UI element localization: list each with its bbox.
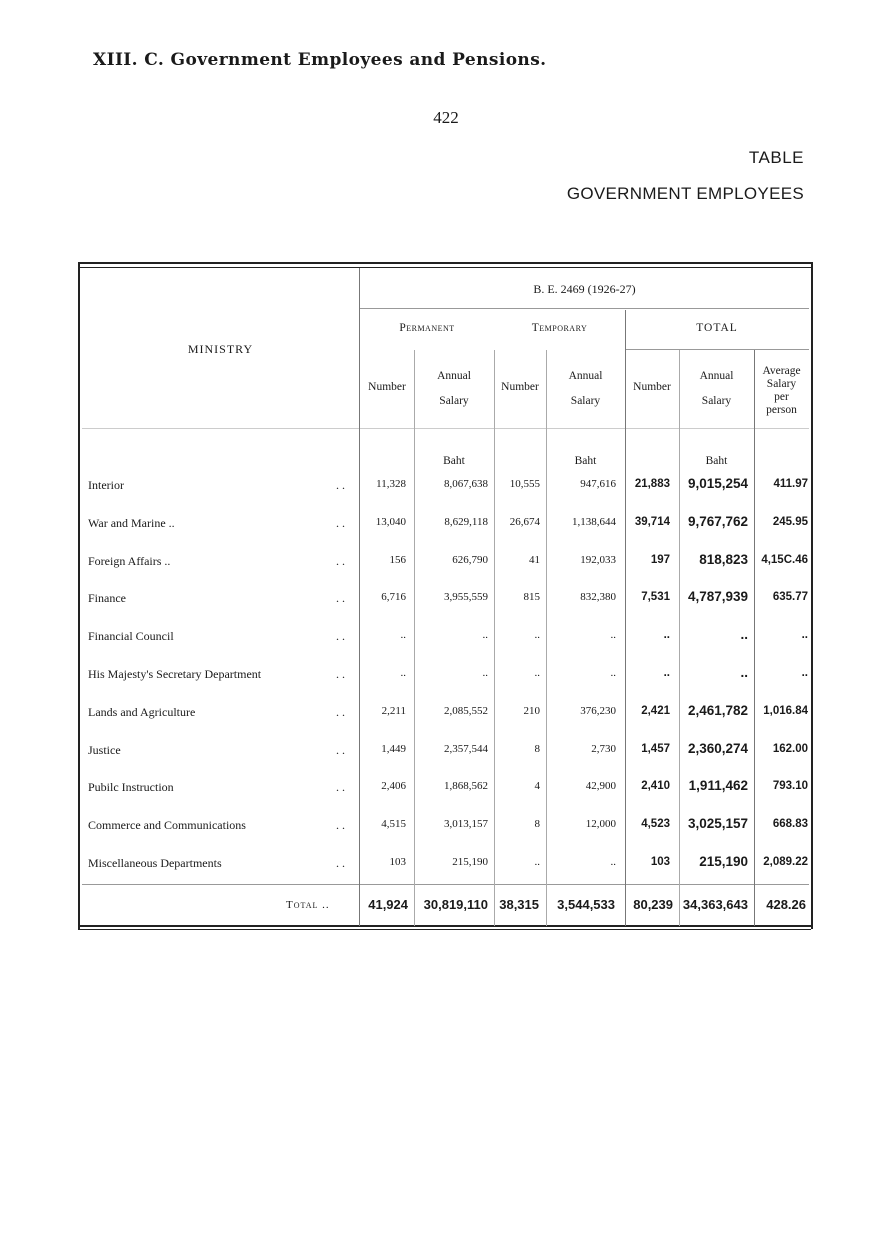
leader-dots: . . bbox=[336, 629, 345, 643]
cell-t-salary: 947,616 bbox=[580, 478, 616, 490]
temporary-header: Temporary bbox=[531, 322, 588, 334]
cell-average: 2,089.22 bbox=[763, 856, 808, 868]
table-bottom-rule bbox=[78, 925, 811, 927]
row-ministry-label: Commerce and Communications bbox=[88, 818, 246, 832]
total-row-label: Total .. bbox=[286, 899, 330, 911]
cell-t-salary: 376,230 bbox=[580, 705, 616, 717]
cell-t-number: 8 bbox=[534, 818, 540, 830]
cell-t-number: .. bbox=[534, 667, 540, 679]
t-number-header: Number bbox=[501, 381, 539, 393]
average-header-line-4: person bbox=[766, 404, 797, 416]
leader-dots: . . bbox=[336, 667, 345, 681]
cell-p-salary: 2,357,544 bbox=[444, 743, 488, 755]
cell-t-salary: .. bbox=[610, 856, 616, 868]
total-t-salary: 3,544,533 bbox=[557, 897, 615, 912]
table-top-rule-thin bbox=[78, 267, 811, 268]
cell-total-number: 2,410 bbox=[641, 780, 670, 792]
cell-p-salary: 1,868,562 bbox=[444, 780, 488, 792]
cell-p-number: 2,211 bbox=[381, 705, 406, 717]
table-label: TABLE bbox=[748, 148, 804, 167]
cell-p-salary: 8,067,638 bbox=[444, 478, 488, 490]
t-salary-header: Salary bbox=[570, 395, 601, 407]
permanent-header: Permanent bbox=[399, 322, 455, 334]
cell-t-salary: 192,033 bbox=[580, 554, 616, 566]
header-divider-main bbox=[82, 428, 809, 429]
cell-t-number: .. bbox=[534, 856, 540, 868]
cell-total-number: 7,531 bbox=[641, 591, 670, 603]
cell-average: .. bbox=[801, 667, 808, 679]
section-title: XIII. C. Government Employees and Pensions. bbox=[93, 50, 547, 70]
leader-dots: . . bbox=[336, 743, 345, 757]
cell-p-salary: 626,790 bbox=[452, 554, 488, 566]
cell-total-number: .. bbox=[663, 667, 670, 679]
cell-p-number: 13,040 bbox=[375, 516, 406, 528]
cell-p-number: .. bbox=[400, 629, 406, 641]
average-header-line-1: Average bbox=[762, 365, 801, 377]
cell-total-salary: 818,823 bbox=[699, 552, 748, 567]
cell-total-number: 2,421 bbox=[641, 705, 670, 717]
leader-dots: . . bbox=[336, 516, 345, 530]
cell-t-number: 210 bbox=[523, 705, 540, 717]
row-ministry-label: Foreign Affairs .. bbox=[88, 554, 171, 568]
cell-total-salary: .. bbox=[740, 665, 748, 680]
cell-average: 668.83 bbox=[772, 818, 808, 830]
cell-t-number: .. bbox=[534, 629, 540, 641]
row-ministry-label: Pubilc Instruction bbox=[88, 780, 174, 794]
cell-average: 4,15C.46 bbox=[761, 554, 808, 566]
row-ministry-label: Justice bbox=[88, 743, 121, 757]
cell-t-number: 8 bbox=[534, 743, 540, 755]
cell-p-number: 156 bbox=[389, 554, 406, 566]
table-bottom-rule-thin bbox=[78, 929, 811, 930]
total-annual-header: Annual bbox=[699, 370, 734, 382]
total-p-number: 41,924 bbox=[368, 897, 408, 912]
period-header: B. E. 2469 (1926-27) bbox=[533, 282, 636, 296]
cell-p-salary: 3,955,559 bbox=[444, 591, 488, 603]
t-annual-header: Annual bbox=[568, 370, 603, 382]
leader-dots: . . bbox=[336, 780, 345, 794]
table-top-rule bbox=[78, 262, 811, 264]
cell-total-number: 21,883 bbox=[634, 478, 670, 490]
cell-total-salary: 9,767,762 bbox=[687, 514, 748, 529]
p-annual-header: Annual bbox=[437, 370, 471, 382]
cell-p-number: 1,449 bbox=[381, 743, 406, 755]
leader-dots: . . bbox=[336, 554, 345, 568]
cell-t-salary: 12,000 bbox=[585, 818, 616, 830]
total-p-salary: 30,819,110 bbox=[423, 897, 488, 912]
total-divider bbox=[82, 884, 809, 885]
cell-p-salary: .. bbox=[482, 667, 488, 679]
row-ministry-label: Interior bbox=[88, 478, 124, 492]
cell-total-number: 1,457 bbox=[641, 743, 670, 755]
cell-p-number: 6,716 bbox=[381, 591, 406, 603]
cell-t-number: 4 bbox=[534, 780, 540, 792]
cell-average: 411.97 bbox=[773, 478, 808, 490]
total-salary-unit: Baht bbox=[705, 455, 728, 467]
cell-p-number: .. bbox=[400, 667, 406, 679]
leader-dots: . . bbox=[336, 818, 345, 832]
row-ministry-label: His Majesty's Secretary Department bbox=[88, 667, 262, 681]
cell-t-salary: .. bbox=[610, 629, 616, 641]
cell-t-salary: 2,730 bbox=[591, 743, 616, 755]
cell-total-salary: 215,190 bbox=[699, 854, 748, 869]
cell-p-number: 103 bbox=[389, 856, 406, 868]
cell-total-number: .. bbox=[663, 629, 670, 641]
row-ministry-label: Miscellaneous Departments bbox=[88, 856, 222, 870]
t-salary-unit: Baht bbox=[574, 455, 597, 467]
cell-total-salary: 1,911,462 bbox=[688, 778, 748, 793]
total-header: TOTAL bbox=[696, 322, 738, 334]
cell-average: 1,016.84 bbox=[763, 705, 808, 717]
leader-dots: . . bbox=[336, 591, 345, 605]
average-header-line-2: Salary bbox=[766, 378, 797, 390]
cell-t-salary: 832,380 bbox=[580, 591, 616, 603]
p-salary-header: Salary bbox=[439, 395, 469, 407]
cell-total-salary: 2,360,274 bbox=[687, 741, 748, 756]
cell-t-number: 815 bbox=[523, 591, 540, 603]
page-number: 422 bbox=[433, 108, 459, 127]
header-divider-total bbox=[625, 349, 809, 350]
total-salary-header: Salary bbox=[701, 395, 732, 407]
p-salary-unit: Baht bbox=[443, 455, 465, 467]
total-t-number: 38,315 bbox=[499, 897, 539, 912]
cell-p-salary: 8,629,118 bbox=[444, 516, 488, 528]
leader-dots: . . bbox=[336, 478, 345, 492]
column-line-t-salary bbox=[625, 310, 626, 926]
row-ministry-label: Lands and Agriculture bbox=[88, 705, 196, 719]
p-number-header: Number bbox=[368, 381, 406, 393]
cell-average: 635.77 bbox=[772, 591, 808, 603]
cell-total-number: 197 bbox=[650, 554, 670, 566]
cell-t-salary: 1,138,644 bbox=[572, 516, 616, 528]
cell-total-number: 4,523 bbox=[641, 818, 670, 830]
cell-average: .. bbox=[801, 629, 808, 641]
cell-p-number: 2,406 bbox=[381, 780, 406, 792]
ministry-header: MINISTRY bbox=[187, 342, 254, 356]
total-average: 428.26 bbox=[766, 897, 806, 912]
cell-average: 245.95 bbox=[772, 516, 808, 528]
cell-p-number: 4,515 bbox=[381, 818, 406, 830]
cell-t-salary: .. bbox=[610, 667, 616, 679]
cell-t-salary: 42,900 bbox=[585, 780, 616, 792]
total-number-header: Number bbox=[633, 381, 671, 393]
cell-t-number: 41 bbox=[529, 554, 540, 566]
average-header-line-3: per bbox=[774, 391, 789, 403]
cell-total-salary: .. bbox=[740, 627, 748, 642]
cell-average: 162.00 bbox=[772, 743, 808, 755]
cell-total-salary: 2,461,782 bbox=[687, 703, 748, 718]
leader-dots: . . bbox=[336, 856, 345, 870]
cell-p-salary: 2,085,552 bbox=[444, 705, 488, 717]
cell-p-salary: 215,190 bbox=[452, 856, 488, 868]
table-heading: GOVERNMENT EMPLOYEES bbox=[566, 184, 804, 203]
row-ministry-label: Finance bbox=[88, 591, 126, 605]
row-ministry-label: Financial Council bbox=[88, 629, 174, 643]
cell-total-salary: 3,025,157 bbox=[687, 816, 748, 831]
cell-p-number: 11,328 bbox=[376, 478, 406, 490]
leader-dots: . . bbox=[336, 705, 345, 719]
total-total-salary: 34,363,643 bbox=[682, 897, 748, 912]
header-divider-period bbox=[360, 308, 809, 309]
cell-p-salary: .. bbox=[482, 629, 488, 641]
cell-total-number: 103 bbox=[650, 856, 670, 868]
cell-p-salary: 3,013,157 bbox=[444, 818, 488, 830]
cell-t-number: 10,555 bbox=[509, 478, 540, 490]
cell-total-salary: 4,787,939 bbox=[687, 589, 748, 604]
cell-t-number: 26,674 bbox=[509, 516, 540, 528]
row-ministry-label: War and Marine .. bbox=[88, 516, 175, 530]
cell-total-number: 39,714 bbox=[634, 516, 670, 528]
total-total-number: 80,239 bbox=[633, 897, 673, 912]
cell-average: 793.10 bbox=[772, 780, 808, 792]
cell-total-salary: 9,015,254 bbox=[687, 476, 748, 491]
